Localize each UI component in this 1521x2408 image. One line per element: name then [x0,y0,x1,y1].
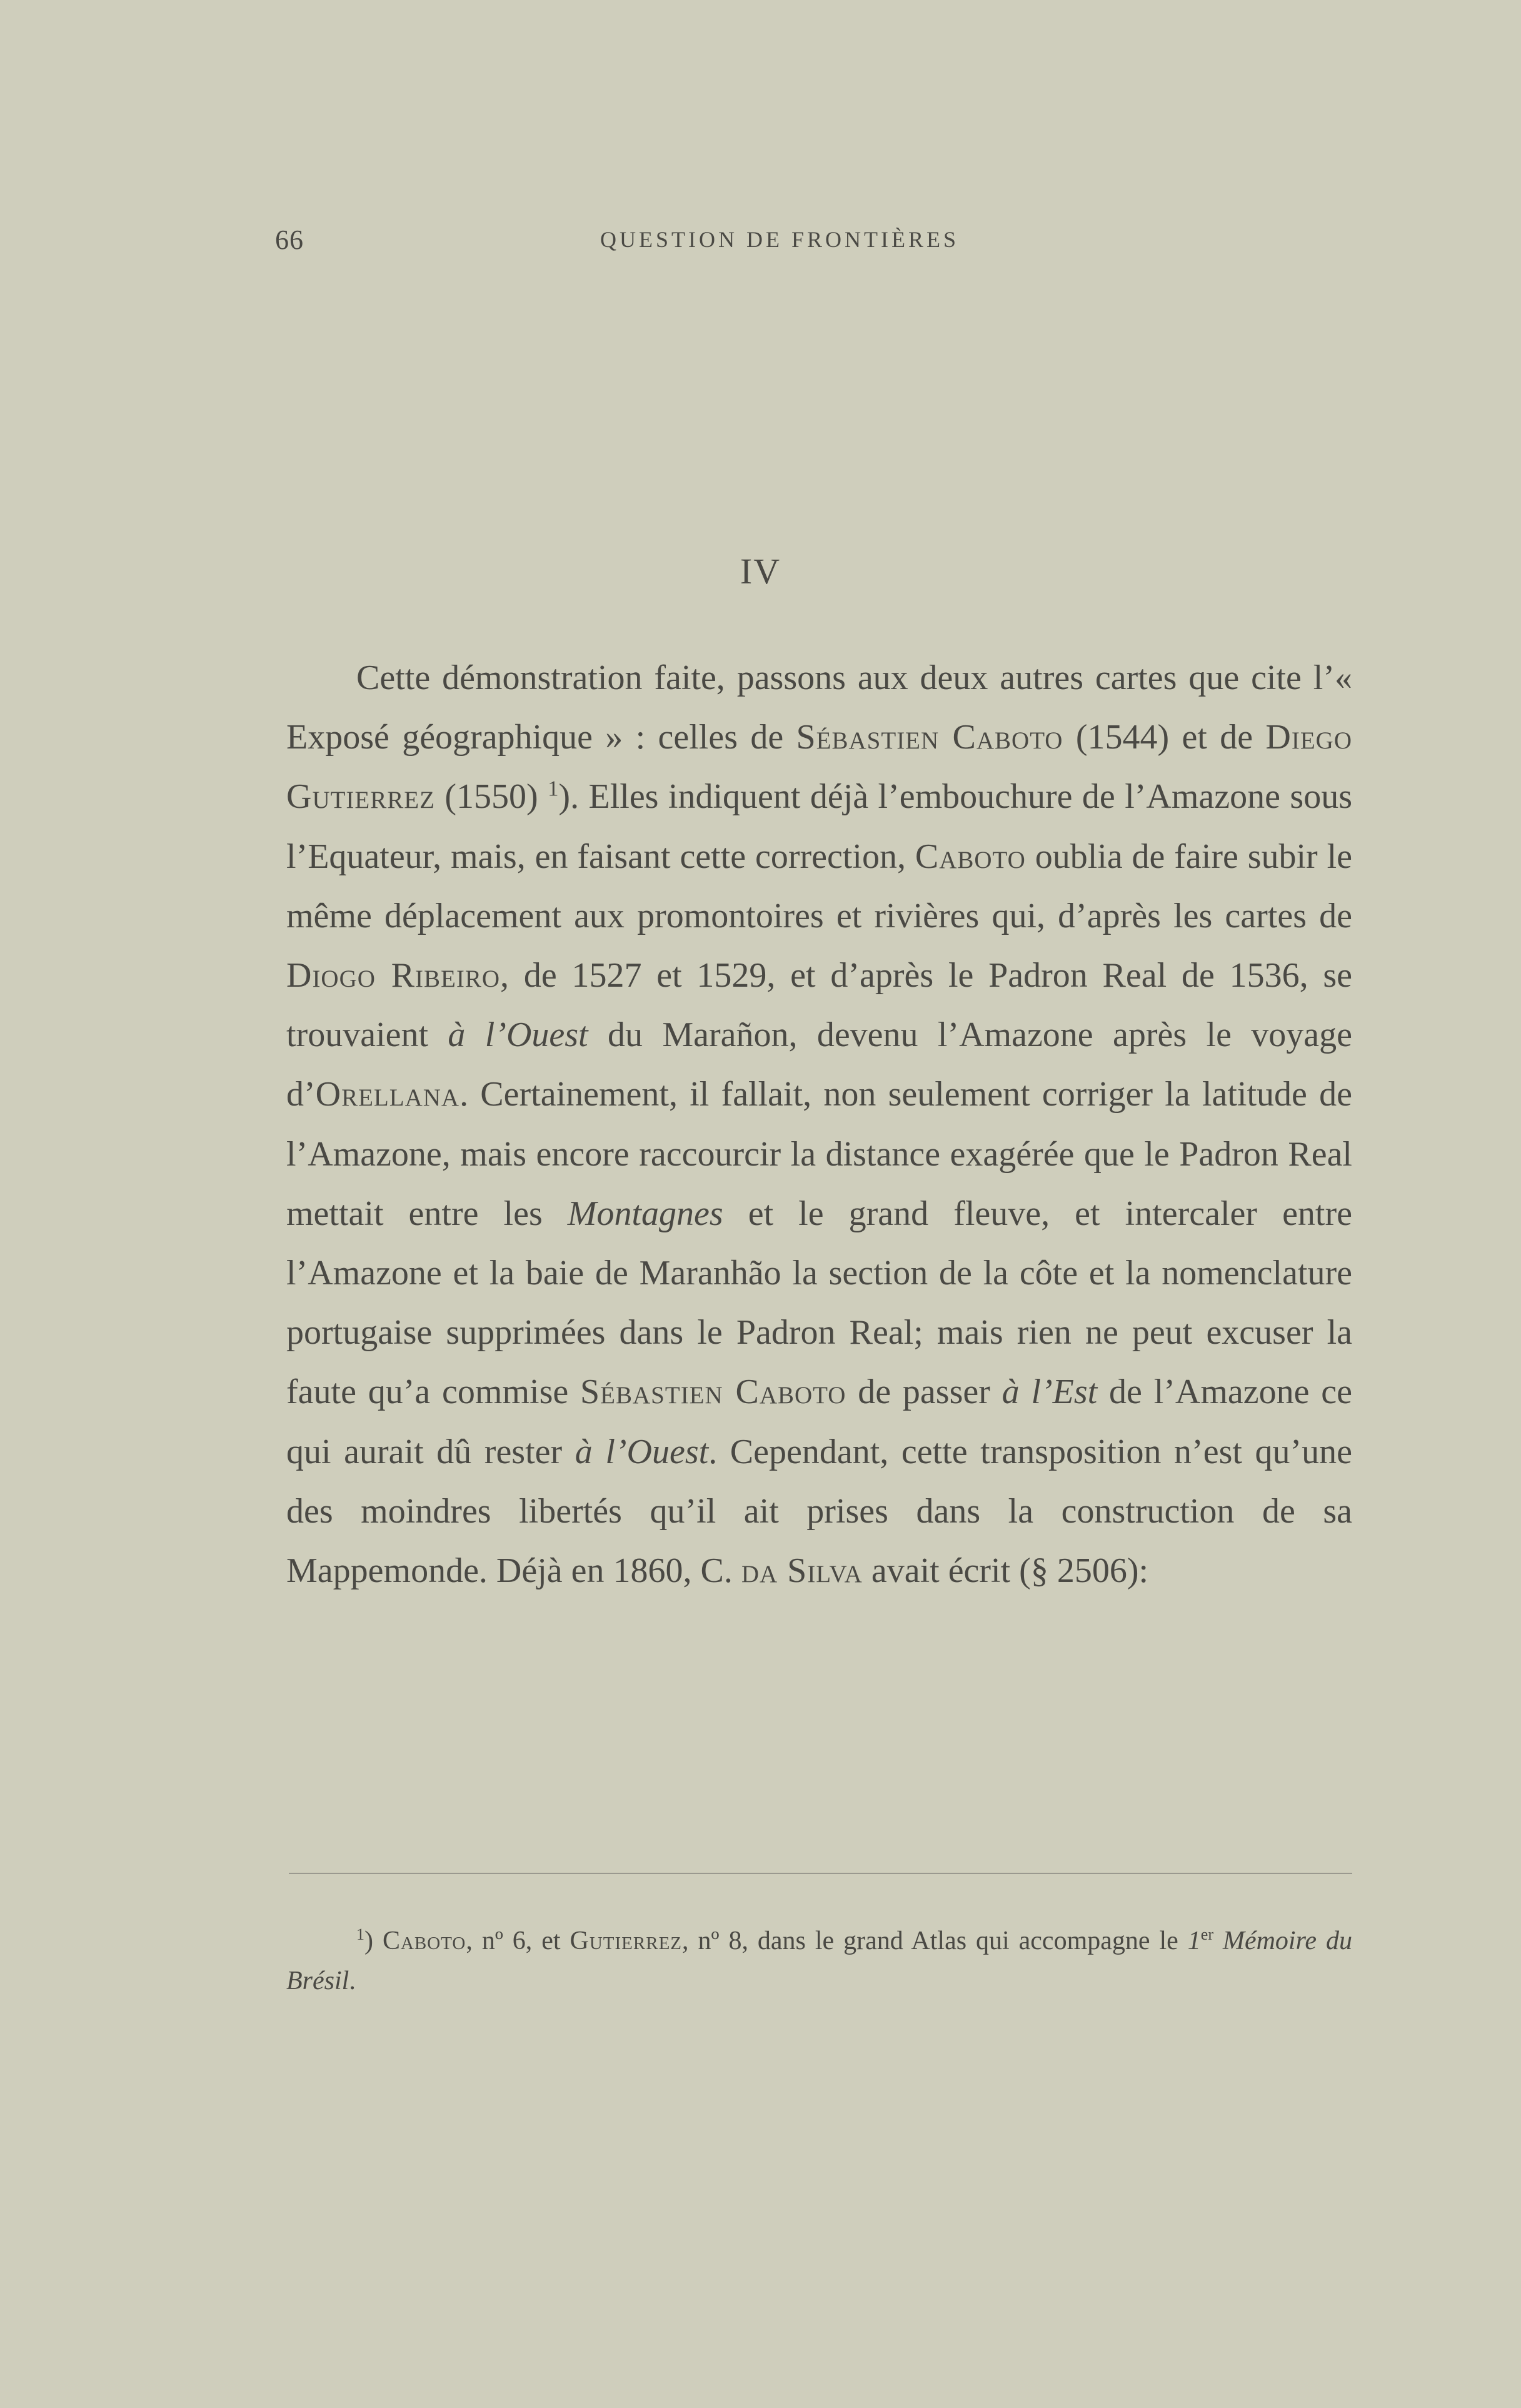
person-name: Orellana [315,1075,460,1114]
emphasis: Montagnes [567,1194,723,1233]
text-run: ) [364,1927,383,1955]
emphasis: à l’Ouest [575,1432,709,1471]
person-name: Diego Gutierrez [286,718,1352,817]
person-name: da Silva [741,1551,863,1591]
person-name: Caboto [915,837,1026,876]
person-name: Sébastien Caboto [796,718,1063,757]
text-run: ). Elles indiquent déjà l’embouchure de l’Amazone sous l’Equateur, mais, en faisant cette correction, [286,777,1352,876]
running-title: QUESTION DE FRONTIÈRES [600,227,959,252]
person-name: Sébastien Caboto [580,1373,846,1412]
person-name: Diogo Ribeiro [286,956,501,995]
footnote [286,1921,1352,2001]
ordinal-number: 1 [1187,1927,1201,1955]
person-name: Caboto [382,1927,466,1955]
text-run: et le grand fleuve, et intercaler entre l’Amazone et la baie de Maranhão la section de la côte et la nomenclature portugaise supprimées dans le Padron Real; mais rien ne peut excuser la faute qu’a commise [286,1194,1352,1412]
page-number: 66 [275,224,304,255]
running-head [275,224,1388,261]
emphasis: à l’Ouest [448,1015,588,1055]
text-run: de l’Amazone ce qui aurait dû rester [286,1373,1353,1471]
work-title: Mémoire du Brésil [286,1927,1352,1995]
body-text [286,648,1352,1601]
text-run: (1544) et de [1063,718,1266,757]
text-run: . Cependant, cette transposition n’est qu’une des moindres libertés qu’il ait prises dans la construction de sa Mappemonde. Déjà en 1860, C. [286,1432,1353,1591]
text-run: Cette démonstration faite, passons aux deux autres cartes que cite l’« Exposé géographique » : celles de [286,658,1352,757]
emphasis: à l’Est [1001,1373,1098,1412]
person-name: Gutierrez [570,1927,683,1955]
text-run [1213,1927,1223,1955]
text-run: oublia de faire subir le même déplacement aux promontoires et rivières qui, d’après les cartes de [286,837,1352,935]
text-run: avait écrit (§ 2506): [862,1551,1149,1591]
footnote-text [286,1921,1352,2001]
section-numeral: IV [740,551,781,592]
text-run: . Certainement, il fallait, non seulement corriger la latitude de l’Amazone, mais encore raccourcir la distance exagérée que le Padron Real mettait entre les [286,1075,1352,1233]
text-run: . [349,1967,356,1995]
footnote-divider [289,1873,1352,1874]
text-run: , nº 6, et [466,1927,570,1955]
ordinal-suffix: er [1200,1925,1213,1943]
footnote-reference: 1 [548,776,559,801]
text-run: (1550) [434,777,548,817]
footnote-marker: 1 [356,1925,365,1943]
text-run: de passer [846,1373,1002,1412]
text-run: , nº 8, dans le grand Atlas qui accompagne le [682,1927,1188,1955]
text-run: , de 1527 et 1529, et d’après le Padron Real de 1536, se trouvaient [286,956,1353,1055]
text-run: du Marañon, devenu l’Amazone après le voyage d’ [286,1015,1352,1114]
paragraph [286,648,1352,1601]
